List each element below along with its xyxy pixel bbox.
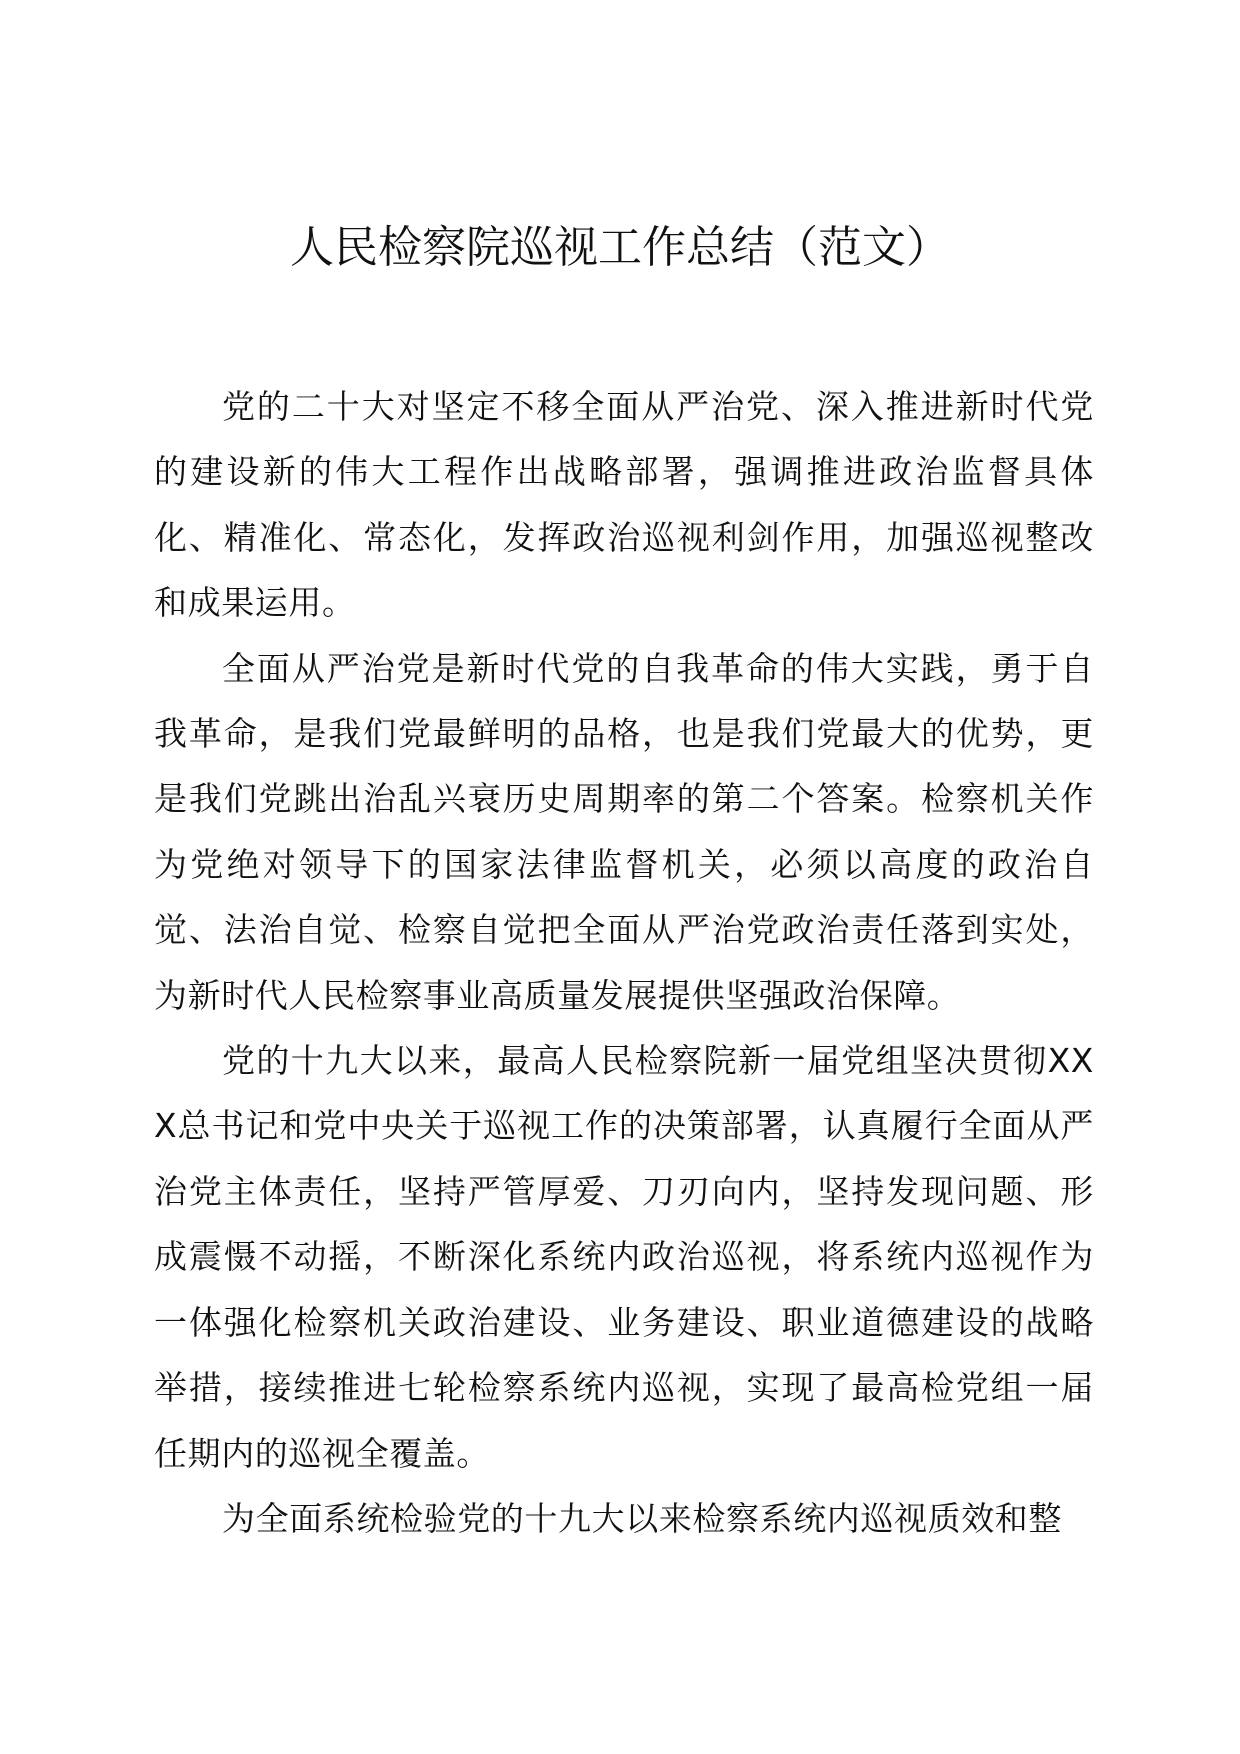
paragraph-1: 党的二十大对坚定不移全面从严治党、深入推进新时代党的建设新的伟大工程作出战略部署，强调推进政治监督具体化、精准化、常态化，发挥政治巡视利剑作用，加强巡视整改和成果运用。 — [154, 387, 1094, 623]
paragraph-3: 党的十九大以来，最高人民检察院新一届党组坚决贯彻XXX总书记和党中央关于巡视工作的决策部署，认真履行全面从严治党主体责任，坚持严管厚爱、刀刃向内，坚持发现问题、形成震慑不动摇，不断深化系统内政治巡视，将系统内巡视作为一体强化检察机关政治建设、业务建设、职业道德建设的战略举措，接续推进七轮检察系统内巡视，实现了最高检党组一届任期内的巡视全覆盖。 — [154, 1041, 1094, 1473]
document-title: 人民检察院巡视工作总结（范文） — [290, 222, 950, 273]
paragraph-2: 全面从严治党是新时代党的自我革命的伟大实践，勇于自我革命，是我们党最鲜明的品格，也是我们党最大的优势，更是我们党跳出治乱兴衰历史周期率的第二个答案。检察机关作为党绝对领导下的国家法律监督机关，必须以高度的政治自觉、法治自觉、检察自觉把全面从严治党政治责任落到实处，为新时代人民检察事业高质量发展提供坚强政治保障。 — [154, 648, 1094, 1015]
paragraph-4: 为全面系统检验党的十九大以来检察系统内巡视质效和整 — [222, 1498, 1062, 1538]
document-body — [154, 374, 1094, 1551]
